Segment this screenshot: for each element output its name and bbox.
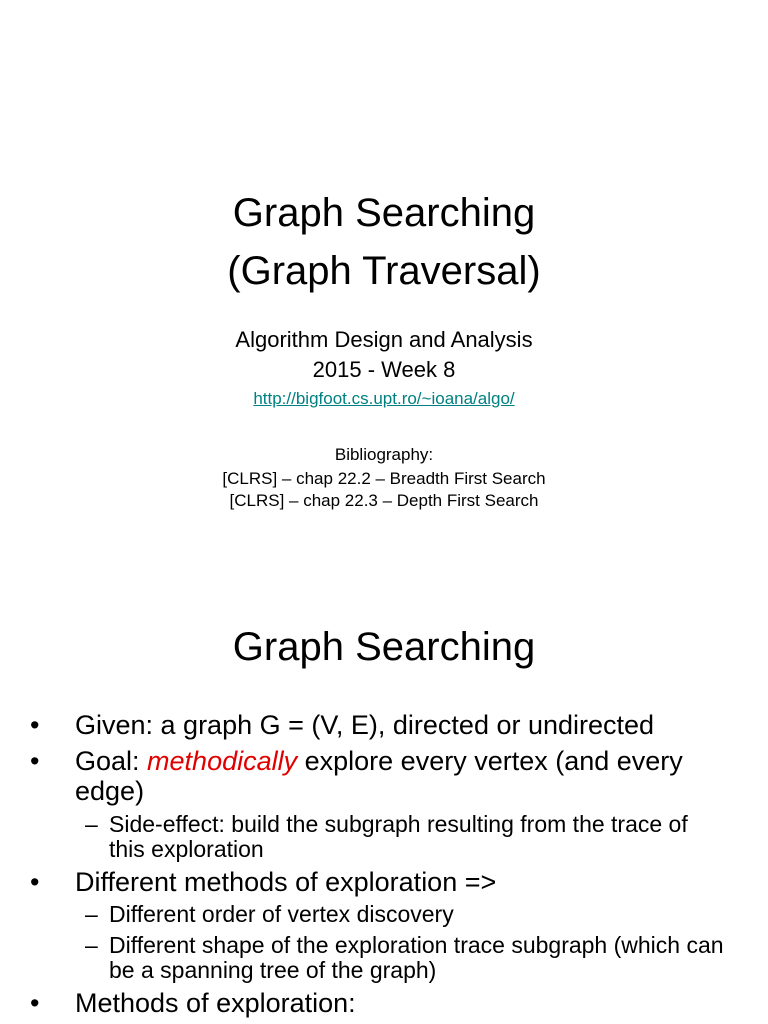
sub-bullet-text: Different order of vertex discovery bbox=[109, 901, 454, 927]
bullet-item bbox=[30, 988, 750, 1018]
dash-icon: – bbox=[85, 811, 98, 837]
bullet-text bbox=[75, 746, 750, 806]
slide-title-line-1: Graph Searching bbox=[232, 191, 536, 235]
graph-searching-slide bbox=[0, 580, 768, 1024]
bullet-text: Methods of exploration: bbox=[75, 988, 356, 1018]
bullet-icon: • bbox=[30, 710, 40, 740]
bullet-text: Given: a graph G = (V, E), directed or undirected bbox=[75, 710, 655, 740]
week-label: 2015 - Week 8 bbox=[312, 357, 456, 382]
slide-title-line-2: (Graph Traversal) bbox=[227, 249, 541, 293]
sub-bullet-text: Different shape of the exploration trace subgraph (which can be a spanning tree of the graph) bbox=[109, 932, 724, 983]
goal-suffix: explore every vertex (and every edge) bbox=[75, 746, 683, 806]
bullet-item bbox=[30, 710, 750, 740]
bullet-item bbox=[30, 867, 750, 897]
dash-icon: – bbox=[85, 901, 98, 927]
course-url bbox=[0, 388, 768, 410]
bibliography-entry: [CLRS] – chap 22.3 – Depth First Search bbox=[229, 491, 539, 510]
bullet-text: Different methods of exploration => bbox=[75, 867, 497, 897]
bullet-icon: • bbox=[30, 746, 40, 776]
bullet-icon: • bbox=[30, 988, 40, 1018]
goal-emphasis: methodically bbox=[147, 746, 298, 776]
course-url-link[interactable]: http://bigfoot.cs.upt.ro/~ioana/algo/ bbox=[253, 389, 515, 408]
course-name: Algorithm Design and Analysis bbox=[235, 327, 533, 352]
sub-bullet-item bbox=[85, 902, 725, 927]
bullet-icon: • bbox=[30, 867, 40, 897]
bibliography-entry: [CLRS] – chap 22.2 – Breadth First Search bbox=[222, 469, 546, 488]
dash-icon: – bbox=[85, 932, 98, 958]
sub-bullet-text: Side-effect: build the subgraph resulting from the trace of this exploration bbox=[109, 811, 688, 862]
sub-bullet-item bbox=[85, 933, 725, 983]
slide-title: Graph Searching bbox=[232, 625, 536, 669]
bullet-item bbox=[30, 746, 750, 806]
sub-bullet-item bbox=[85, 812, 725, 862]
bibliography-heading: Bibliography: bbox=[334, 445, 434, 464]
goal-prefix: Goal: bbox=[75, 746, 148, 776]
